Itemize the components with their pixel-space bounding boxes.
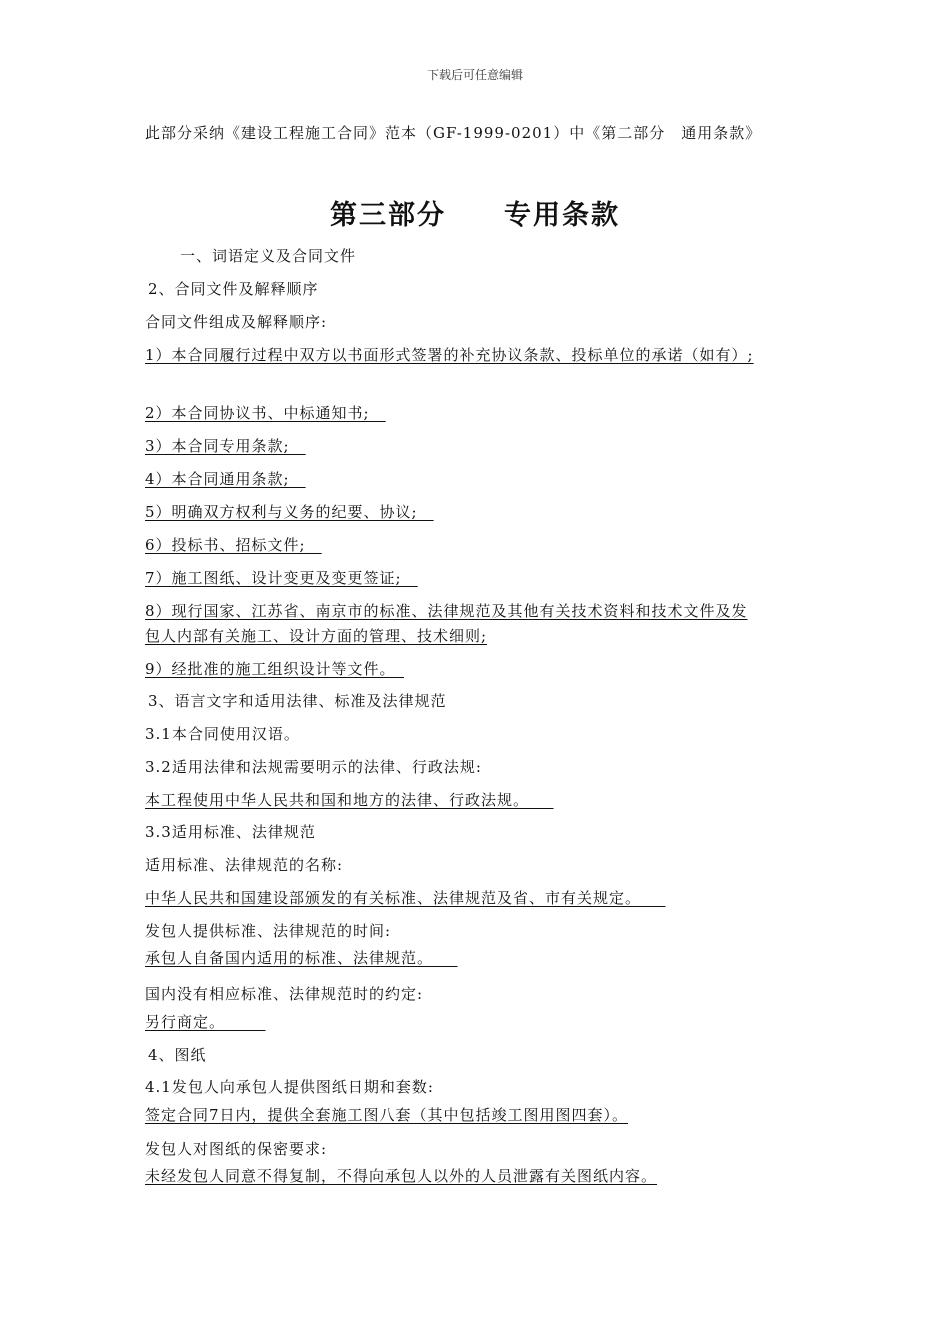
no-standard-value: 另行商定。 — [145, 1013, 266, 1031]
standards-name-label: 适用标准、法律规范的名称: — [145, 856, 344, 874]
doc-order-item-3: 3）本合同专用条款; — [145, 437, 306, 455]
heading-contract-docs: 2、合同文件及解释顺序 — [148, 280, 319, 298]
doc-order-item-6: 6）投标书、招标文件; — [145, 536, 322, 554]
doc-order-item-1: 1）本合同履行过程中双方以书面形式签署的补充协议条款、投标单位的承诺（如有）; — [145, 346, 754, 364]
title-right: 专用条款 — [504, 200, 620, 231]
standards-time-label: 发包人提供标准、法律规范的时间: — [145, 922, 392, 940]
standards-time-value: 承包人自备国内适用的标准、法律规范。 — [145, 949, 458, 967]
clause-3-2-label: 3.2适用法律和法规需要明示的法律、行政法规: — [145, 758, 482, 776]
confidentiality-label: 发包人对图纸的保密要求: — [145, 1140, 328, 1158]
heading-language-law: 3、语言文字和适用法律、标准及法律规范 — [148, 692, 447, 710]
doc-order-item-9: 9）经批准的施工组织设计等文件。 — [145, 660, 405, 678]
doc-order-item-2: 2）本合同协议书、中标通知书; — [145, 404, 386, 422]
heading-definitions: 一、词语定义及合同文件 — [180, 247, 357, 265]
clause-3-3: 3.3适用标准、法律规范 — [145, 823, 316, 841]
clause-4-1-value: 签定合同7日内，提供全套施工图八套（其中包括竣工图用图四套）。 — [145, 1106, 629, 1124]
clause-4-1-label: 4.1发包人向承包人提供图纸日期和套数: — [145, 1078, 434, 1096]
doc-order-item-8-line1: 8）现行国家、江苏省、南京市的标准、法律规范及其他有关技术资料和技术文件及发 — [145, 602, 748, 620]
doc-order-item-5: 5）明确双方权利与义务的纪要、协议; — [145, 503, 434, 521]
clause-3-2-value: 本工程使用中华人民共和国和地方的法律、行政法规。 — [145, 791, 554, 809]
doc-order-label: 合同文件组成及解释顺序: — [145, 313, 328, 331]
intro-line: 此部分采纳《建设工程施工合同》范本（GF-1999-0201）中《第二部分 通用条款》 — [145, 124, 762, 142]
doc-order-item-4: 4）本合同通用条款; — [145, 470, 306, 488]
standards-name-value: 中华人民共和国建设部颁发的有关标准、法律规范及省、市有关规定。 — [145, 889, 666, 907]
title-left: 第三部分 — [330, 200, 446, 231]
doc-order-item-7: 7）施工图纸、设计变更及变更签证; — [145, 569, 418, 587]
no-standard-label: 国内没有相应标准、法律规范时的约定: — [145, 985, 424, 1003]
doc-order-item-8-line2: 包人内部有关施工、设计方面的管理、技术细则; — [145, 627, 488, 645]
clause-3-1: 3.1本合同使用汉语。 — [145, 725, 300, 743]
section-title — [0, 193, 950, 232]
confidentiality-value: 未经发包人同意不得复制，不得向承包人以外的人员泄露有关图纸内容。 — [145, 1167, 658, 1185]
heading-drawings: 4、图纸 — [148, 1046, 207, 1064]
page-header: 下载后可任意编辑 — [426, 68, 523, 82]
